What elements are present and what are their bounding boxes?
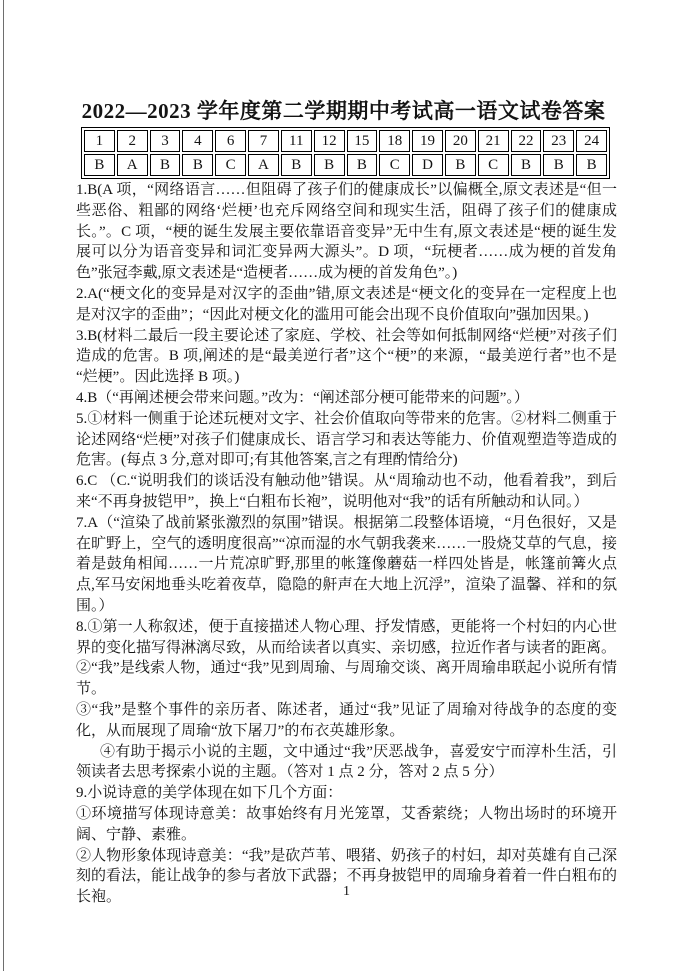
answer-paragraph: 8.①第一人称叙述，便于直接描述人物心理、抒发情感，更能将一个村妇的内心世界的变化描写得淋漓尽致，从而给读者以真实、亲切感，拉近作者与读者的距离。 xyxy=(76,618,617,656)
answer-letter-cell: D xyxy=(412,154,443,176)
answer-letter-cell: B xyxy=(347,154,378,176)
answer-letter-cell: C xyxy=(379,154,410,176)
answer-letter-cell: B xyxy=(314,154,345,176)
answer-paragraph: 2.A(“梗文化的变异是对汉字的歪曲”错,原文表述是“梗文化的变异在一定程度上也是对汉字的歪曲”；“因此对梗文化的滥用可能会出现不良价值取向”强加因果。) xyxy=(76,285,617,323)
answer-letter-cell: B xyxy=(84,154,115,176)
answer-paragraph: ③“我”是整个事件的亲历者、陈述者，通过“我”见证了周瑜对待战争的态度的变化，从而展现了周瑜“放下屠刀”的布衣英雄形象。 xyxy=(76,701,617,739)
answer-paragraph: ④有助于揭示小说的主题，文中通过“我”厌恶战争，喜爱安宁而淳朴生活，引领读者去思考探索小说的主题。（答对 1 点 2 分，答对 2 点 5 分） xyxy=(76,743,617,781)
answer-table-row-answers xyxy=(84,154,607,176)
answer-paragraph: 7.A（“渲染了战前紧张激烈的氛围”错误。根据第二段整体语境，“月色很好，又是在旷野上，空气的透明度很高”“凉而湿的水气朝我袭来……一股烧艾草的气息，接着是鼓角相闻……一片荒凉旷野,那里的帐篷像蘑菇一样四处皆是，帐篷前篝火点点,军马安闲地垂头吃着夜草，隐隐的鼾声在大地上沉浮”，渲染了温馨、祥和的氛围。） xyxy=(76,514,617,614)
page-number: 1 xyxy=(343,884,350,899)
answer-table xyxy=(81,127,610,179)
answer-letter-cell: C xyxy=(215,154,246,176)
page-left-rule xyxy=(3,0,4,971)
question-number-cell: 7 xyxy=(248,130,279,152)
question-number-cell: 15 xyxy=(347,130,378,152)
answer-paragraph: ①环境描写体现诗意美：故事始终有月光笼罩，艾香萦绕；人物出场时的环境开阔、宁静、素雅。 xyxy=(76,805,617,843)
answer-table-row-questions xyxy=(84,130,607,152)
answer-letter-cell: C xyxy=(478,154,509,176)
answer-letter-cell: B xyxy=(150,154,181,176)
answer-letter-cell: B xyxy=(182,154,213,176)
answer-letter-cell: B xyxy=(576,154,607,176)
answer-paragraph: 6.C （C.“说明我们的谈话没有触动他”错误。从“周瑜动也不动，他看着我”，到后来“不再身披铠甲”，换上“白粗布长袍”，说明他对“我”的话有所触动和认同。） xyxy=(76,473,617,510)
question-number-cell: 21 xyxy=(478,130,509,152)
question-number-cell: 24 xyxy=(576,130,607,152)
question-number-cell: 2 xyxy=(117,130,148,152)
question-number-cell: 22 xyxy=(511,130,542,152)
answer-letter-cell: A xyxy=(248,154,279,176)
question-number-cell: 19 xyxy=(412,130,443,152)
answer-table-body xyxy=(84,130,607,176)
question-number-cell: 23 xyxy=(543,130,574,152)
answer-paragraph: 3.B(材料二最后一段主要论述了家庭、学校、社会等如何抵制网络“烂梗”对孩子们造成的危害。B 项,阐述的是“最美逆行者”这个“梗”的来源，“最美逆行者”也不是“烂梗”。因此选择 B 项。) xyxy=(76,327,617,386)
question-number-cell: 4 xyxy=(182,130,213,152)
page-title: 2022—2023 学年度第二学期期中考试高一语文试卷答案 xyxy=(81,99,606,123)
question-number-cell: 18 xyxy=(379,130,410,152)
answer-paragraph: 1.B(A 项，“网络语言……但阻碍了孩子们的健康成长”以偏概全,原文表述是“但一些恶俗、粗鄙的网络‘烂梗’也充斥网络空间和现实生活，阻碍了孩子们的健康成长。”。C 项，“梗的诞生发展主要依靠语音变异”无中生有,原文表述是“梗的诞生发展可以分为语音变异和词汇变异两大源头”。D 项，“玩梗者……成为梗的首发角色”张冠李戴,原文表述是“造梗者……成为梗的首发角色”。) xyxy=(76,182,617,282)
answer-letter-cell: B xyxy=(511,154,542,176)
question-number-cell: 12 xyxy=(314,130,345,152)
question-number-cell: 6 xyxy=(215,130,246,152)
question-number-cell: 3 xyxy=(150,130,181,152)
answer-paragraphs xyxy=(76,180,617,908)
answer-letter-cell: B xyxy=(445,154,476,176)
answer-paragraph: 4.B（“再阐述梗会带来问题。”改为：“阐述部分梗可能带来的问题”。） xyxy=(76,389,529,406)
answer-paragraph: 9.小说诗意的美学体现在如下几个方面： xyxy=(76,785,343,802)
answer-paragraph: ②“我”是线索人物，通过“我”见到周瑜、与周瑜交谈、离开周瑜串联起小说所有情节。 xyxy=(76,660,617,698)
answer-letter-cell: A xyxy=(117,154,148,176)
answer-paragraph: ②人物形象体现诗意美：“我”是砍芦苇、喂猪、奶孩子的村妇，却对英雄有自己深刻的看法，能让战争的参与者放下武器；不再身披铠甲的周瑜身着着一件白粗布的长袍。 xyxy=(76,847,617,906)
question-number-cell: 20 xyxy=(445,130,476,152)
answer-letter-cell: B xyxy=(543,154,574,176)
question-number-cell: 11 xyxy=(281,130,312,152)
answer-paragraph: 5.①材料一侧重于论述玩梗对文字、社会价值取向等带来的危害。②材料二侧重于论述网络“烂梗”对孩子们健康成长、语言学习和表达等能力、价值观塑造等造成的危害。(每点 3 分,意对即可;有其他答案,言之有理酌情给分) xyxy=(76,410,617,469)
answer-letter-cell: B xyxy=(281,154,312,176)
question-number-cell: 1 xyxy=(84,130,115,152)
